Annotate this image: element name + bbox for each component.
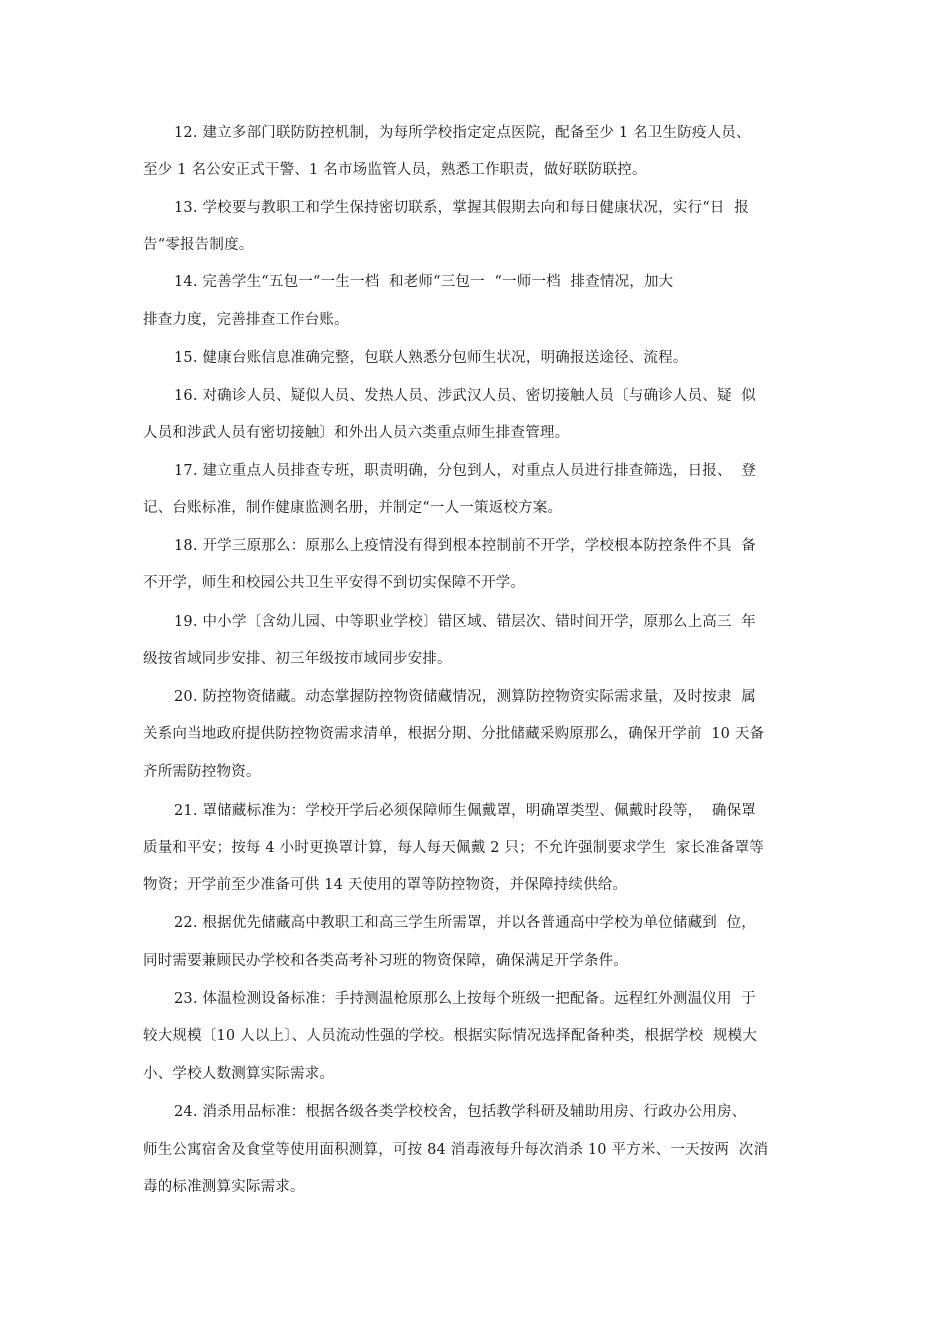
text-line: 关系向当地政府提供防控物资需求清单，根据分期、分批储藏采购原那么，确保开学前 10 天备 (143, 726, 765, 742)
text-line: 师生公寓宿舍及食堂等使用面积测算，可按 84 消毒液每升每次消杀 10 平方米、一天按两 次消 (143, 1142, 769, 1158)
text-line: 质量和平安；按每 4 小时更换罩计算，每人每天佩戴 2 只；不允许强制要求学生 家长准备罩等 (143, 840, 765, 856)
text-line: 15. 健康台账信息准确完整，包联人熟悉分包师生状况，明确报送途径、流程。 (174, 350, 688, 366)
text-line: 告“零报告制度。 (143, 237, 254, 253)
text-line: 小、学校人数测算实际需求。 (143, 1066, 335, 1082)
text-line: 人员和涉武人员有密切接触〕和外出人员六类重点师生排查管理。 (143, 425, 570, 441)
text-line: 不开学，师生和校园公共卫生平安得不到切实保障不开学。 (143, 575, 526, 591)
text-line: 13. 学校要与教职工和学生保持密切联系，掌握其假期去向和每日健康状况，实行“日 报 (174, 200, 749, 216)
text-line: 23. 体温检测设备标准：手持测温枪原那么上按每个班级一把配备。远程红外测温仪用 于 (174, 991, 756, 1007)
text-line: 毒的标准测算实际需求。 (143, 1179, 305, 1195)
text-line: 12. 建立多部门联防防控机制，为每所学校指定定点医院，配备至少 1 名卫生防疫人员、 (174, 125, 751, 141)
text-line: 18. 开学三原那么：原那么上疫情没有得到根本控制前不开学，学校根本防控条件不具 备 (174, 538, 756, 554)
text-line: 齐所需防控物资。 (143, 764, 261, 780)
text-line: 14. 完善学生“五包一“一生一档 和老师“三包一 “一师一档 排查情况，加大 (174, 274, 674, 290)
text-line: 20. 防控物资储藏。动态掌握防控物资储藏情况，测算防控物资实际需求量，及时按隶 属 (174, 689, 756, 705)
text-line: 22. 根据优先储藏高中教职工和高三学生所需罩，并以各普通高中学校为单位储藏到 位， (174, 915, 756, 931)
text-line: 物资；开学前至少准备可供 14 天使用的罩等防控物资，并保障持续供给。 (143, 877, 628, 893)
text-line: 19. 中小学〔含幼儿园、中等职业学校〕错区域、错层次、错时间开学，原那么上高三 年 (174, 614, 756, 630)
text-line: 21. 罩储藏标准为：学校开学后必须保障师生佩戴罩，明确罩类型、佩戴时段等， 确保罩 (174, 803, 756, 819)
text-line: 同时需要兼顾民办学校和各类高考补习班的物资保障，确保满足开学条件。 (143, 953, 629, 969)
text-line: 较大规模〔10 人以上〕、人员流动性强的学校。根据实际情况选择配备种类，根据学校 规模大 (143, 1028, 758, 1044)
text-line: 16. 对确诊人员、疑似人员、发热人员、涉武汉人员、密切接触人员〔与确诊人员、疑 似 (174, 388, 756, 404)
text-line: 17. 建立重点人员排查专班，职责明确，分包到人，对重点人员进行排查筛选，日报、 登 (174, 463, 756, 479)
text-line: 记、台账标准，制作健康监测名册，并制定“一人一策返校方案。 (143, 500, 563, 516)
text-line: 24. 消杀用品标准：根据各级各类学校校舍，包括教学科研及辅助用房、行政办公用房、 (174, 1104, 747, 1120)
text-line: 排查力度，完善排查工作台账。 (143, 312, 349, 328)
text-line: 至少 1 名公安正式干警、1 名市场监管人员，熟悉工作职责，做好联防联控。 (143, 162, 647, 178)
text-line: 级按省域同步安排、初三年级按市域同步安排。 (143, 651, 452, 667)
